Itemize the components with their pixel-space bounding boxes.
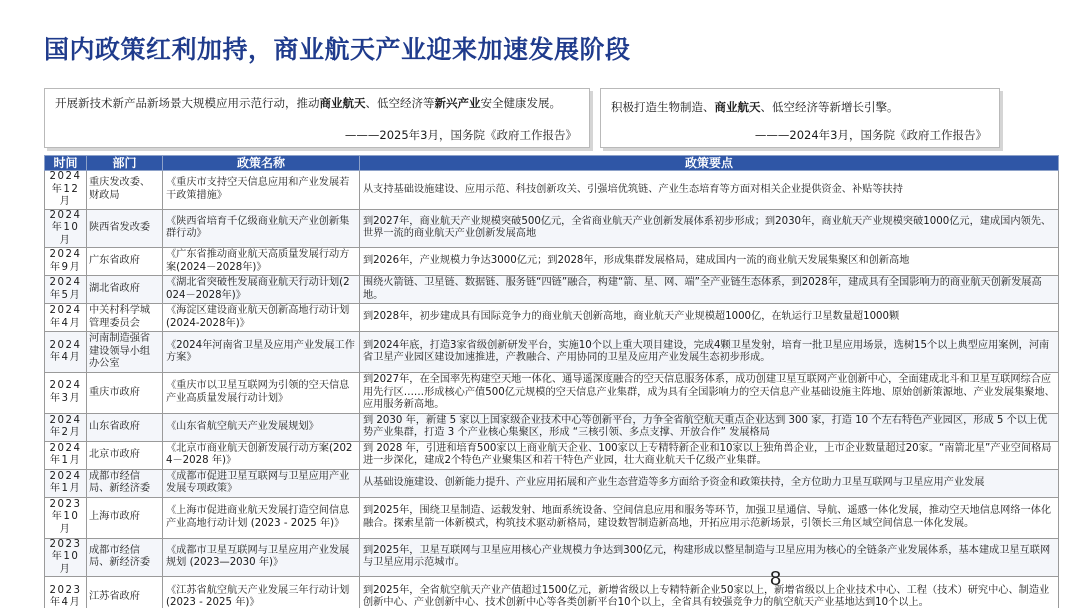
cell-policy-name: 《广东省推动商业航天高质量发展行动方案(2024－2028年)》	[163, 248, 360, 276]
table-row	[45, 538, 1059, 577]
table-row	[45, 577, 1059, 608]
page-number: 8	[770, 568, 782, 590]
header-dept: 部门	[87, 156, 163, 171]
cell-dept: 上海市政府	[87, 497, 163, 538]
cell-dept: 北京市政府	[87, 441, 163, 469]
table-row	[45, 248, 1059, 276]
cell-policy-points: 从基础设施建设、创新能力提升、产业应用拓展和产业生态营造等多方面给予资金和政策扶持，全方位助力卫星互联网与卫星应用产业发展	[360, 469, 1059, 497]
table-row	[45, 171, 1059, 210]
cell-dept: 重庆市政府	[87, 373, 163, 414]
cell-policy-points: 到2024年底，打造3家省级创新研发平台，实施10个以上重大项目建设，完成4颗卫星发射，培育一批卫星应用场景，选树15个以上典型应用案例，河南省卫星产业园区建设加速推进，产教融合、产用协同的卫星及应用产业发展生态初步形成。	[360, 332, 1059, 373]
cell-policy-name: 《山东省航空航天产业发展规划》	[163, 413, 360, 441]
header-policy-name: 政策名称	[163, 156, 360, 171]
table-row	[45, 209, 1059, 248]
cell-policy-points: 到2025年，全省航空航天产业产值超过1500亿元，新增省级以上专精特新企业50家以上，新增省级以上企业技术中心、工程（技术）研究中心、制造业创新中心、产业创新中心、技术创新中心等各类创新平台10个以上，全省具有较强竞争力的航空航天产业基地达到10个以上。	[360, 577, 1059, 608]
cell-time: 2023年10月	[45, 497, 87, 538]
quote-text: 开展新技术新产品新场景大规模应用示范行动，推动商业航天、低空经济等新兴产业安全健康发展。	[55, 96, 561, 110]
page-title: 国内政策红利加持，商业航天产业迎来加速发展阶段	[44, 35, 631, 64]
cell-dept: 广东省政府	[87, 248, 163, 276]
table-row	[45, 304, 1059, 332]
policy-table	[44, 155, 1059, 608]
cell-policy-name: 《海淀区建设商业航天创新高地行动计划(2024-2028年)》	[163, 304, 360, 332]
cell-time: 2024年4月	[45, 304, 87, 332]
cell-policy-name: 《重庆市以卫星互联网为引领的空天信息产业高质量发展行动计划》	[163, 373, 360, 414]
cell-time: 2024年3月	[45, 373, 87, 414]
cell-time: 2024年4月	[45, 332, 87, 373]
cell-policy-name: 《成都市卫星互联网与卫星应用产业发展规划 (2023—2030 年)》	[163, 538, 360, 577]
cell-policy-name: 《湖北省突破性发展商业航天行动计划(2024－2028年)》	[163, 276, 360, 304]
cell-policy-name: 《北京市商业航天创新发展行动方案(2024－2028 年)》	[163, 441, 360, 469]
cell-dept: 河南制造强省建设领导小组办公室	[87, 332, 163, 373]
cell-policy-points: 到2026年，产业规模力争达3000亿元；到2028年，形成集群发展格局，建成国内一流的商业航天发展集聚区和创新高地	[360, 248, 1059, 276]
cell-time: 2024年5月	[45, 276, 87, 304]
cell-policy-name: 《上海市促进商业航天发展打造空间信息产业高地行动计划 (2023 - 2025 年)》	[163, 497, 360, 538]
cell-dept: 成都市经信局、新经济委	[87, 538, 163, 577]
cell-time: 2024年10月	[45, 209, 87, 248]
cell-time: 2024年1月	[45, 441, 87, 469]
header-policy-points: 政策要点	[360, 156, 1059, 171]
cell-dept: 中关村科学城管理委员会	[87, 304, 163, 332]
table-row	[45, 469, 1059, 497]
table-row	[45, 373, 1059, 414]
quote-box-2024	[600, 88, 1000, 148]
cell-policy-points: 到 2028 年，引进和培育500家以上商业航天企业、100家以上专精特新企业和10家以上独角兽企业，上市企业数量超过20家。“南箭北星”产业空间格局进一步深化，建成2个特色产业聚集区和若干特色产业园，壮大商业航天千亿级产业集群。	[360, 441, 1059, 469]
quote-source: ———2024年3月，国务院《政府工作报告》	[754, 128, 987, 142]
cell-policy-name: 《陕西省培育千亿级商业航天产业创新集群行动》	[163, 209, 360, 248]
cell-policy-points: 到2025年，围绕卫星制造、运载发射、地面系统设备、空间信息应用和服务等环节，加强卫星通信、导航、遥感一体化发展，推动空天地信息网络一体化融合。探索星箭一体新模式，构筑技术驱动新格局，建设数智制造新高地，开拓应用示范新场景，引领长三角区域空间信息一体化发展。	[360, 497, 1059, 538]
table-row	[45, 276, 1059, 304]
cell-time: 2024年1月	[45, 469, 87, 497]
table-row	[45, 332, 1059, 373]
cell-time: 2024年12月	[45, 171, 87, 210]
cell-policy-points: 围绕火箭链、卫星链、数据链、服务链“四链”融合，构建“箭、星、网、端”全产业链生态体系，到2028年，建成具有全国影响力的商业航天创新发展高地。	[360, 276, 1059, 304]
cell-dept: 重庆发改委、财政局	[87, 171, 163, 210]
quote-box-2025	[44, 88, 590, 148]
cell-dept: 成都市经信局、新经济委	[87, 469, 163, 497]
header-time: 时间	[45, 156, 87, 171]
cell-policy-points: 从支持基础设施建设、应用示范、科技创新攻关、引强培优筑链、产业生态培育等方面对相关企业提供资金、补贴等扶持	[360, 171, 1059, 210]
table-header-row	[45, 156, 1059, 171]
cell-dept: 湖北省政府	[87, 276, 163, 304]
cell-policy-name: 《成都市促进卫星互联网与卫星应用产业发展专项政策》	[163, 469, 360, 497]
cell-policy-points: 到2028年，初步建成具有国际竞争力的商业航天创新高地，商业航天产业规模超1000亿，在轨运行卫星数量超1000颗	[360, 304, 1059, 332]
cell-dept: 山东省政府	[87, 413, 163, 441]
table-row	[45, 413, 1059, 441]
cell-dept: 江苏省政府	[87, 577, 163, 608]
cell-policy-name: 《江苏省航空航天产业发展三年行动计划 (2023 - 2025 年)》	[163, 577, 360, 608]
table-row	[45, 497, 1059, 538]
cell-time: 2024年2月	[45, 413, 87, 441]
cell-policy-name: 《重庆市支持空天信息应用和产业发展若干政策措施》	[163, 171, 360, 210]
table-row	[45, 441, 1059, 469]
cell-time: 2024年9月	[45, 248, 87, 276]
cell-time: 2023年4月	[45, 577, 87, 608]
cell-policy-points: 到 2030 年，新建 5 家以上国家级企业技术中心等创新平台，力争全省航空航天重点企业达到 300 家，打造 10 个左右特色产业园区，形成 5 个以上优势产业集群，打造 3 个产业核心集聚区，形成 “三核引领、多点支撑、开放合作” 发展格局	[360, 413, 1059, 441]
quote-source: ———2025年3月，国务院《政府工作报告》	[344, 128, 577, 142]
cell-policy-points: 到2025年，卫星互联网与卫星应用核心产业规模力争达到300亿元，构建形成以整星制造与卫星应用为核心的全链条产业发展体系，基本建成卫星互联网与卫星应用示范城市。	[360, 538, 1059, 577]
quote-text: 积极打造生物制造、商业航天、低空经济等新增长引擎。	[611, 100, 899, 114]
cell-policy-points: 到2027年，商业航天产业规模突破500亿元，全省商业航天产业创新发展体系初步形成；到2030年，商业航天产业规模突破1000亿元，建成国内领先、世界一流的商业航天产业创新发展高地	[360, 209, 1059, 248]
cell-policy-points: 到2027年，在全国率先构建空天地一体化、通导遥深度融合的空天信息服务体系，成功创建卫星互联网产业创新中心，全面建成北斗和卫星互联网综合应用先行区……形成核心产值500亿元规模的空天信息产业集群，成为具有全国影响力的空天信息产业基础设施主阵地、原始创新策源地、产业发展集聚地、应用服务新高地。	[360, 373, 1059, 414]
cell-policy-name: 《2024年河南省卫星及应用产业发展工作方案》	[163, 332, 360, 373]
cell-dept: 陕西省发改委	[87, 209, 163, 248]
cell-time: 2023年10月	[45, 538, 87, 577]
